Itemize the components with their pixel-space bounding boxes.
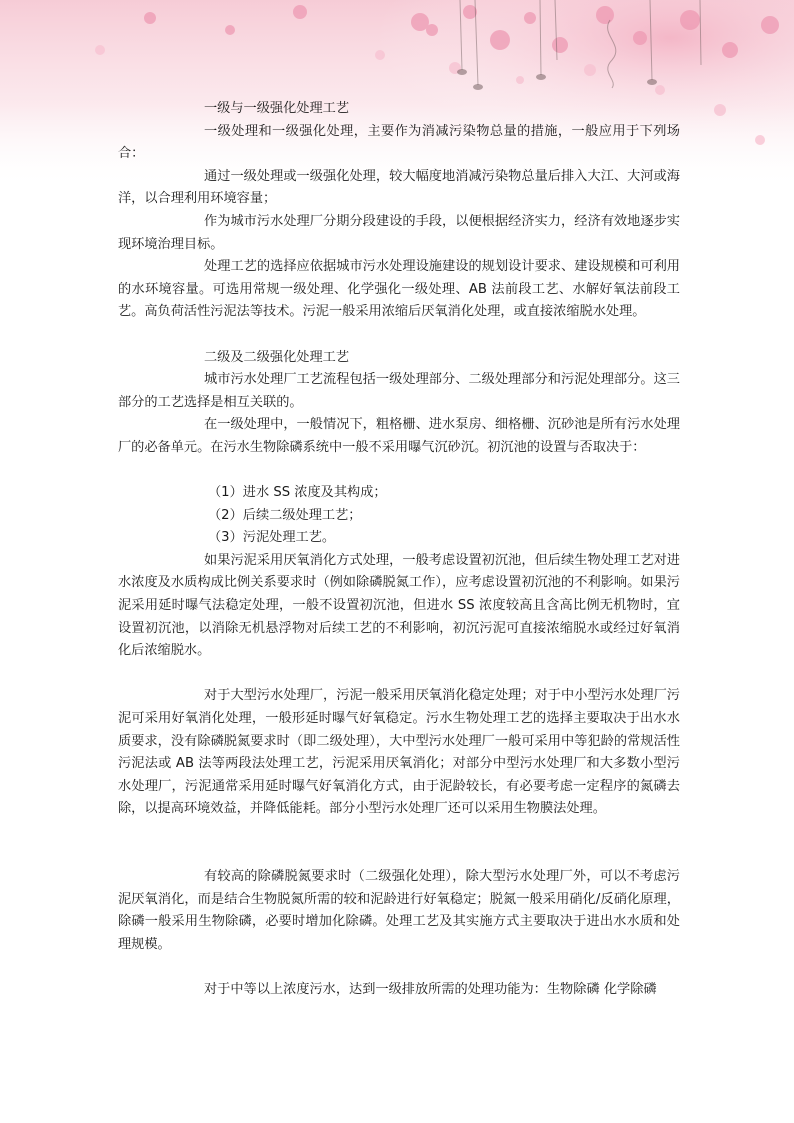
paragraph: 处理工艺的选择应依据城市污水处理设施建设的规划设计要求、建设规模和可利用的水环境容量。可选用常规一级处理、化学强化一级处理、AB 法前段工艺、水解好氧法前段工艺。高负荷活性污泥法等技术。污泥一般采用浓缩后厌氧消化处理，或直接浓缩脱水处理。: [118, 259, 680, 320]
list-item: （3）污泥处理工艺。: [208, 530, 336, 546]
paragraph: 城市污水处理厂工艺流程包括一级处理部分、二级处理部分和污泥处理部分。这三部分的工艺选择是相互关联的。: [118, 372, 680, 410]
list-item: （1）进水 SS 浓度及其构成；: [208, 485, 387, 501]
list-item: （2）后续二级处理工艺；: [208, 507, 362, 523]
document-body: [118, 98, 680, 1002]
paragraph: 如果污泥采用厌氧消化方式处理，一般考虑设置初沉池，但后续生物处理工艺对进水浓度及水质构成比例关系要求时（例如除磷脱氮工作），应考虑设置初沉池的不利影响。如果污泥采用延时曝气法稳定处理，一般不设置初沉池，但进水 SS 浓度较高且含高比例无机物时，宜设置初沉池，以消除无机悬浮物对后续工艺的不利影响，初沉污泥可直接浓缩脱水或经过好氧消化后浓缩脱水。: [118, 552, 680, 659]
paragraph: 一级处理和一级强化处理，主要作为消减污染物总量的措施，一般应用于下列场合：: [118, 123, 680, 162]
heading-secondary-process: 二级及二级强化处理工艺: [204, 349, 350, 365]
paragraph: 通过一级处理或一级强化处理，较大幅度地消减污染物总量后排入大江、大河或海洋，以合理利用环境容量；: [118, 168, 680, 207]
paragraph: 在一级处理中，一般情况下，粗格栅、进水泵房、细格栅、沉砂池是所有污水处理厂的必备单元。在污水生物除磷系统中一般不采用曝气沉砂沉。初沉池的设置与否取决于：: [118, 417, 680, 455]
paragraph: 作为城市污水处理厂分期分段建设的手段，以便根据经济实力，经济有效地逐步实现环境治理目标。: [118, 213, 680, 252]
heading-primary-process: 一级与一级强化处理工艺: [204, 101, 350, 116]
paragraph: 对于中等以上浓度污水，达到一级排放所需的处理功能为：生物除磷 化学除磷: [204, 981, 657, 997]
paragraph: 有较高的除磷脱氮要求时（二级强化处理），除大型污水处理厂外，可以不考虑污泥厌氧消化，而是结合生物脱氮所需的较和泥龄进行好氧稳定；脱氮一般采用硝化/反硝化原理，除磷一般采用生物除磷，必要时增加化除磷。处理工艺及其实施方式主要取决于进出水水质和处理规模。: [118, 869, 680, 952]
paragraph: 对于大型污水处理厂，污泥一般采用厌氧消化稳定处理；对于中小型污水处理厂污泥可采用好氧消化处理，一般形延时曝气好氧稳定。污水生物处理工艺的选择主要取决于出水水质要求，没有除磷脱氮要求时（即二级处理），大中型污水处理厂一般可采用中等犯龄的常规活性污泥法或 AB 法等两段法处理工艺，污泥采用厌氧消化；对部分中型污水处理厂和大多数小型污水处理厂，污泥通常采用延时曝气好氧消化方式，由于泥龄较长，有必要考虑一定程序的氮磷去除，以提高环境效益，并降低能耗。部分小型污水处理厂还可以采用生物膜法处理。: [118, 688, 680, 817]
